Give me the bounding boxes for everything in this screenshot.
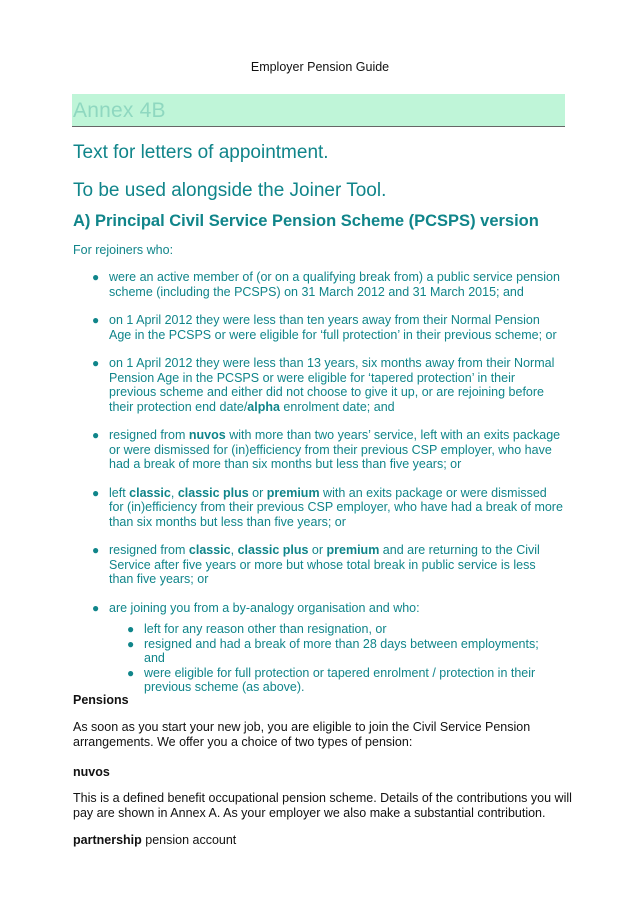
intro-text: For rejoiners who: [73, 243, 174, 257]
list-item: ● on 1 April 2012 they were less than 13 years, six months away from their Normal Pension Age in the PCSPS or were eligible for ‘tapered protection’ in their previous scheme and either did not choose to give it up, or are rejoining before their protection end date/alpha enrolment date; and [92, 356, 555, 414]
bullet-icon: ● [92, 313, 100, 327]
bullet-icon: ● [92, 356, 100, 370]
by-analogy-sublist [109, 622, 563, 695]
bullet-icon: ● [92, 428, 100, 442]
rejoiner-criteria-list [73, 270, 563, 709]
annex-title-bar [72, 94, 565, 127]
list-item: ● resigned from nuvos with more than two years’ service, left with an exits package or were dismissed for (in)efficiency from their previous CSP employer, who have had a break of more than six months but less than five years; or [92, 428, 561, 471]
bullet-icon: ● [127, 636, 135, 651]
nuvos-heading: nuvos [73, 765, 110, 779]
running-header: Employer Pension Guide [250, 60, 390, 74]
list-item: ● were an active member of (or on a qualifying break from) a public service pension scheme (including the PCSPS) on 31 March 2012 and 31 March 2015; and [92, 270, 560, 299]
bullet-icon: ● [92, 485, 100, 500]
bullet-icon: ● [92, 270, 100, 284]
nuvos-body: This is a defined benefit occupational pension scheme. Details of the contributions you will pay are shown in Annex A. As your employer we also make a substantial contribution. [73, 791, 572, 820]
annex-title: Annex 4B [73, 99, 166, 122]
pensions-body: As soon as you start your new job, you are eligible to join the Civil Service Pension arrangements. We offer you a choice of two types of pension: [73, 720, 531, 749]
section-heading: A) Principal Civil Service Pension Scheme (PCSPS) version [73, 212, 539, 230]
subtitle-joiner-tool: To be used alongside the Joiner Tool. [73, 180, 387, 201]
bullet-icon: ● [127, 665, 135, 680]
list-item: ● on 1 April 2012 they were less than ten years away from their Normal Pension Age in the PCSPS or were eligible for ‘full protection’ in their previous scheme; or [92, 313, 557, 342]
partnership-heading: partnership pension account [73, 833, 237, 847]
subtitle-letters: Text for letters of appointment. [73, 142, 329, 163]
sub-list-item: ● left for any reason other than resignation, or [127, 622, 387, 636]
bullet-icon: ● [92, 543, 100, 557]
list-item: ● are joining you from a by-analogy organisation and who: ● left for any reason other than resignation, or ● resigned and had a break of more than 28 days between employments; and ● were eligible for full protection or tapered enrolment / protection in their previous scheme (as above). [73, 601, 563, 695]
pensions-heading: Pensions [73, 693, 129, 707]
list-item: ● resigned from classic, classic plus or premium and are returning to the Civil Service after five years or more but whose total break in public service is less than five years; or [92, 543, 540, 586]
sub-list-item: ● were eligible for full protection or tapered enrolment / protection in their previous scheme (as above). [127, 665, 536, 694]
sub-list-item: ● resigned and had a break of more than 28 days between employments; and [127, 636, 539, 665]
bullet-icon: ● [127, 622, 135, 636]
list-item: ● left classic, classic plus or premium with an exits package or were dismissed for (in)efficiency from their previous CSP employer, who have had a break of more than six months but less than five years; or [92, 485, 563, 529]
bullet-icon: ● [92, 600, 100, 615]
